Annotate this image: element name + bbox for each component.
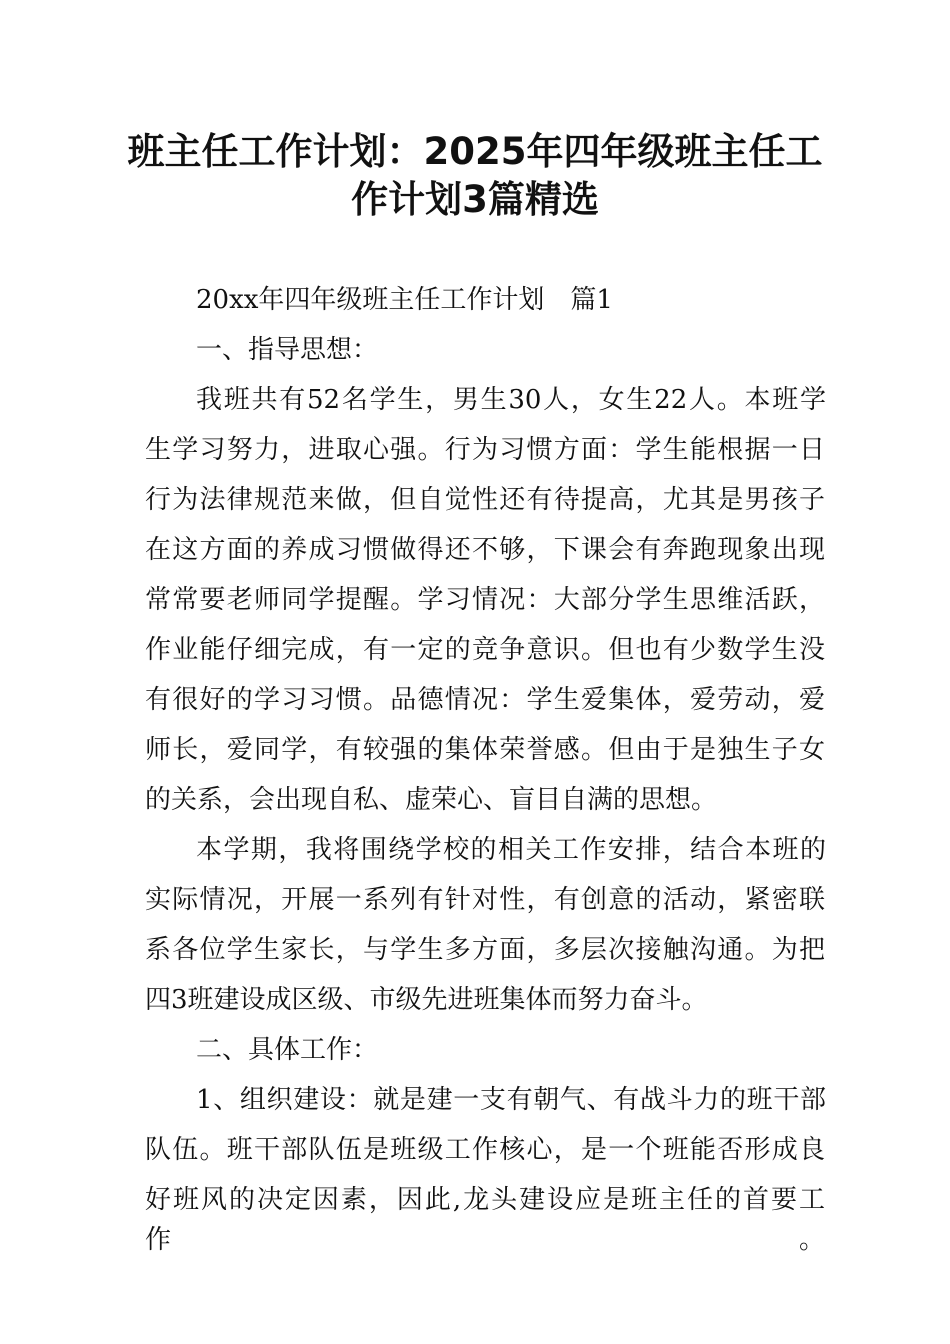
paragraph-line: 行为法律规范来做，但自觉性还有待提高，尤其是男孩子	[145, 485, 825, 515]
paragraph-line: 常常要老师同学提醒。学习情况：大部分学生思维活跃，	[145, 585, 825, 615]
section-heading-specific-work: 二、具体工作：	[196, 1035, 379, 1065]
paragraph-line: 师长，爱同学，有较强的集体荣誉感。但由于是独生子女	[145, 735, 825, 765]
paragraph-line: 系各位学生家长，与学生多方面，多层次接触沟通。为把	[145, 935, 825, 965]
paragraph-line: 本学期，我将围绕学校的相关工作安排，结合本班的	[196, 835, 826, 865]
paragraph-line: 队伍。班干部队伍是班级工作核心，是一个班能否形成良	[145, 1135, 825, 1165]
paragraph-line: 1、组织建设：就是建一支有朝气、有战斗力的班干部	[196, 1085, 826, 1115]
paragraph-line: 实际情况，开展一系列有针对性，有创意的活动，紧密联	[145, 885, 825, 915]
paragraph-line: 有很好的学习习惯。品德情况：学生爱集体，爱劳动，爱	[145, 685, 825, 715]
section-heading-guiding-thought: 一、指导思想：	[196, 335, 379, 365]
paragraph-line: 生学习努力，进取心强。行为习惯方面：学生能根据一日	[145, 435, 825, 465]
paragraph-line: 的关系，会出现自私、虚荣心、盲目自满的思想。	[145, 785, 718, 815]
document-title-line-2: 作计划3篇精选	[351, 178, 599, 221]
document-title-line-1: 班主任工作计划：2025年四年级班主任工	[127, 130, 823, 173]
paragraph-line: 在这方面的养成习惯做得还不够，下课会有奔跑现象出现	[145, 535, 825, 565]
paragraph-line: 四3班建设成区级、市级先进班集体而努力奋斗。	[145, 985, 708, 1015]
section-heading-plan-1: 20xx年四年级班主任工作计划 篇1	[196, 285, 613, 315]
paragraph-line: 我班共有52名学生，男生30人，女生22人。本班学	[196, 385, 826, 415]
paragraph-line: 好班风的决定因素，因此,龙头建设应是班主任的首要工作。	[145, 1185, 825, 1255]
paragraph-line: 作业能仔细完成，有一定的竞争意识。但也有少数学生没	[145, 635, 825, 665]
